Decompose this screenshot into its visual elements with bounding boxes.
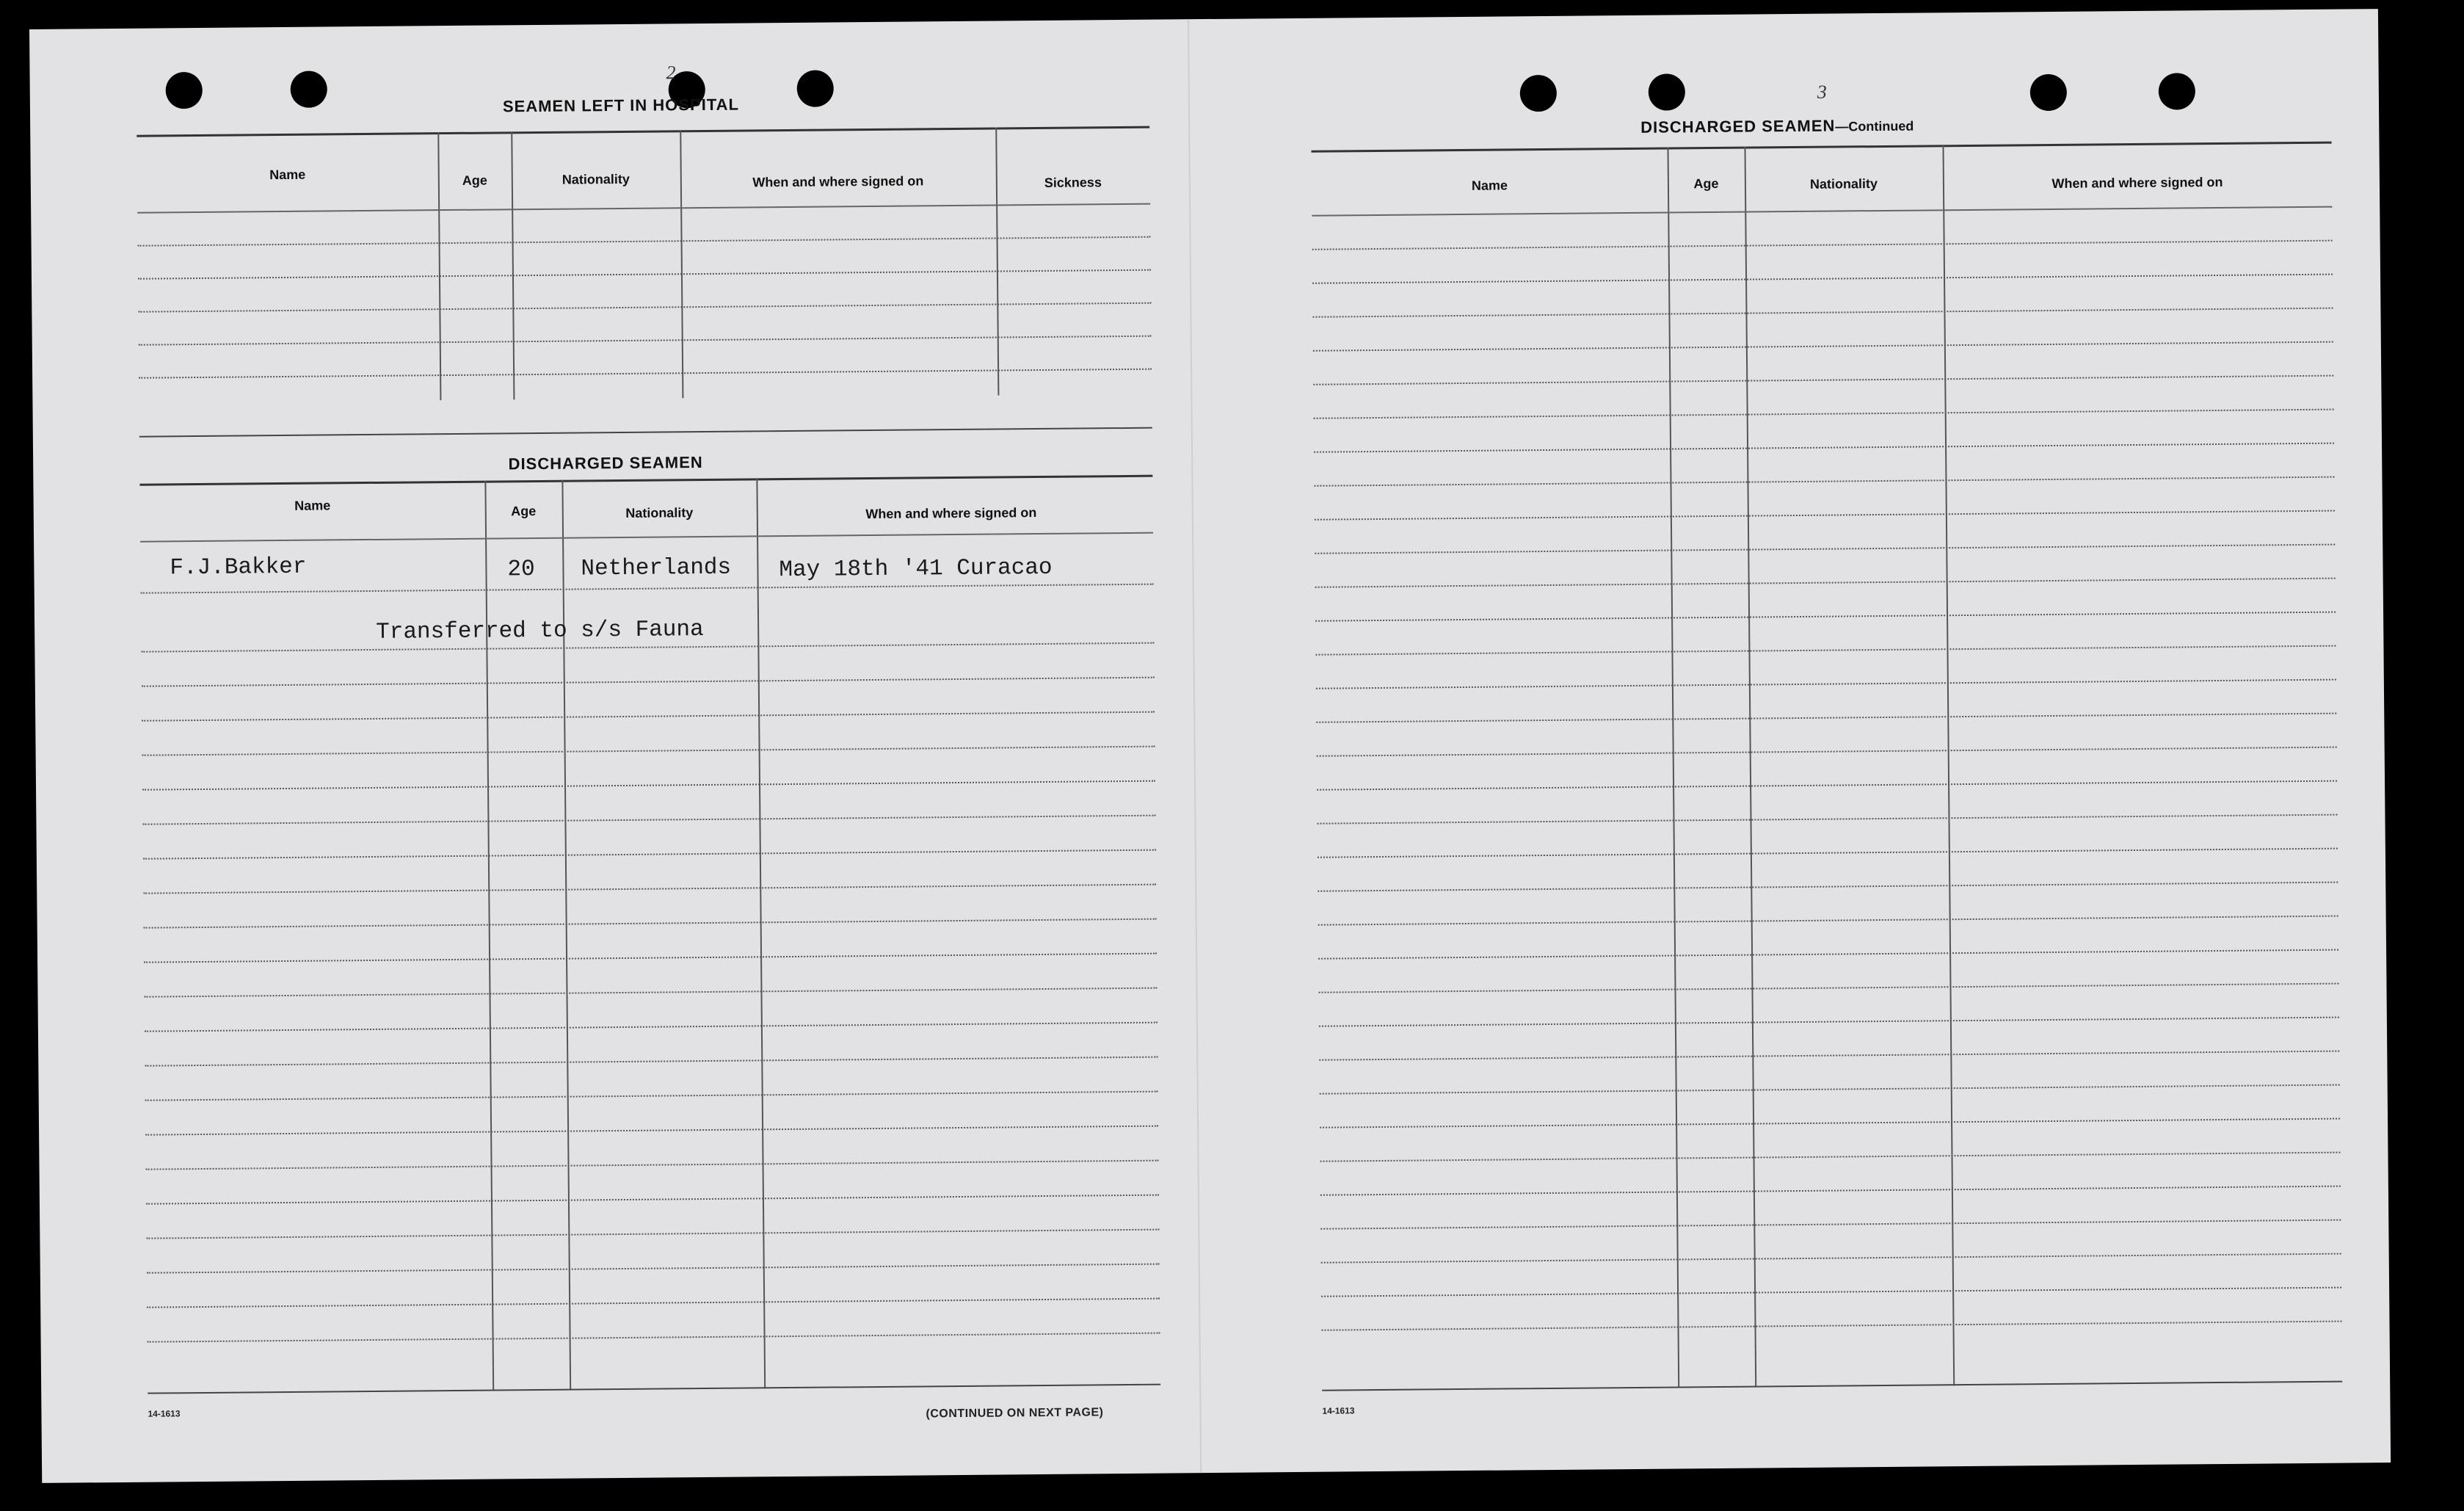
page-number: 2 bbox=[666, 62, 676, 84]
title-suffix: —Continued bbox=[1835, 118, 1914, 134]
left-page bbox=[136, 20, 1161, 1482]
discharged-continued-table bbox=[1312, 142, 2343, 1391]
column-header-name: Name bbox=[294, 498, 331, 513]
column-header-name: Name bbox=[269, 167, 306, 183]
column-header-nationality: Nationality bbox=[625, 505, 694, 521]
column-header-nationality: Nationality bbox=[562, 171, 630, 187]
column-header-age: Age bbox=[1693, 175, 1719, 192]
discharged-table bbox=[139, 475, 1160, 1424]
entry-age: 20 bbox=[507, 557, 535, 583]
column-header-signed-on: When and where signed on bbox=[865, 505, 1037, 522]
title-main: DISCHARGED SEAMEN bbox=[1640, 116, 1836, 137]
hospital-section-title: SEAMEN LEFT IN HOSPITAL bbox=[502, 95, 740, 116]
discharged-continued-title bbox=[1223, 112, 2331, 141]
column-header-signed-on: When and where signed on bbox=[752, 173, 924, 190]
page-fold bbox=[1188, 19, 1202, 1473]
page-number: 3 bbox=[1817, 81, 1827, 103]
column-header-name: Name bbox=[1471, 178, 1508, 193]
hospital-table bbox=[137, 126, 1152, 451]
entry-name: F.J.Bakker bbox=[170, 554, 307, 581]
column-header-age: Age bbox=[511, 504, 537, 519]
column-header-nationality: Nationality bbox=[1809, 176, 1878, 192]
right-page bbox=[1310, 10, 2343, 1472]
column-header-age: Age bbox=[462, 173, 487, 188]
continued-note: (CONTINUED ON NEXT PAGE) bbox=[926, 1406, 1104, 1421]
column-header-sickness: Sickness bbox=[1044, 175, 1102, 190]
form-number: 14-1613 bbox=[148, 1408, 181, 1419]
discharged-section-title: DISCHARGED SEAMEN bbox=[508, 453, 703, 474]
form-number: 14-1613 bbox=[1322, 1405, 1355, 1416]
entry-signed-on: May 18th '41 Curacao bbox=[779, 554, 1053, 584]
column-header-signed-on: When and where signed on bbox=[2051, 174, 2223, 191]
document-sheet bbox=[29, 9, 2391, 1483]
entry-note: Transferred to s/s Fauna bbox=[376, 617, 704, 645]
entry-nationality: Netherlands bbox=[581, 554, 732, 582]
